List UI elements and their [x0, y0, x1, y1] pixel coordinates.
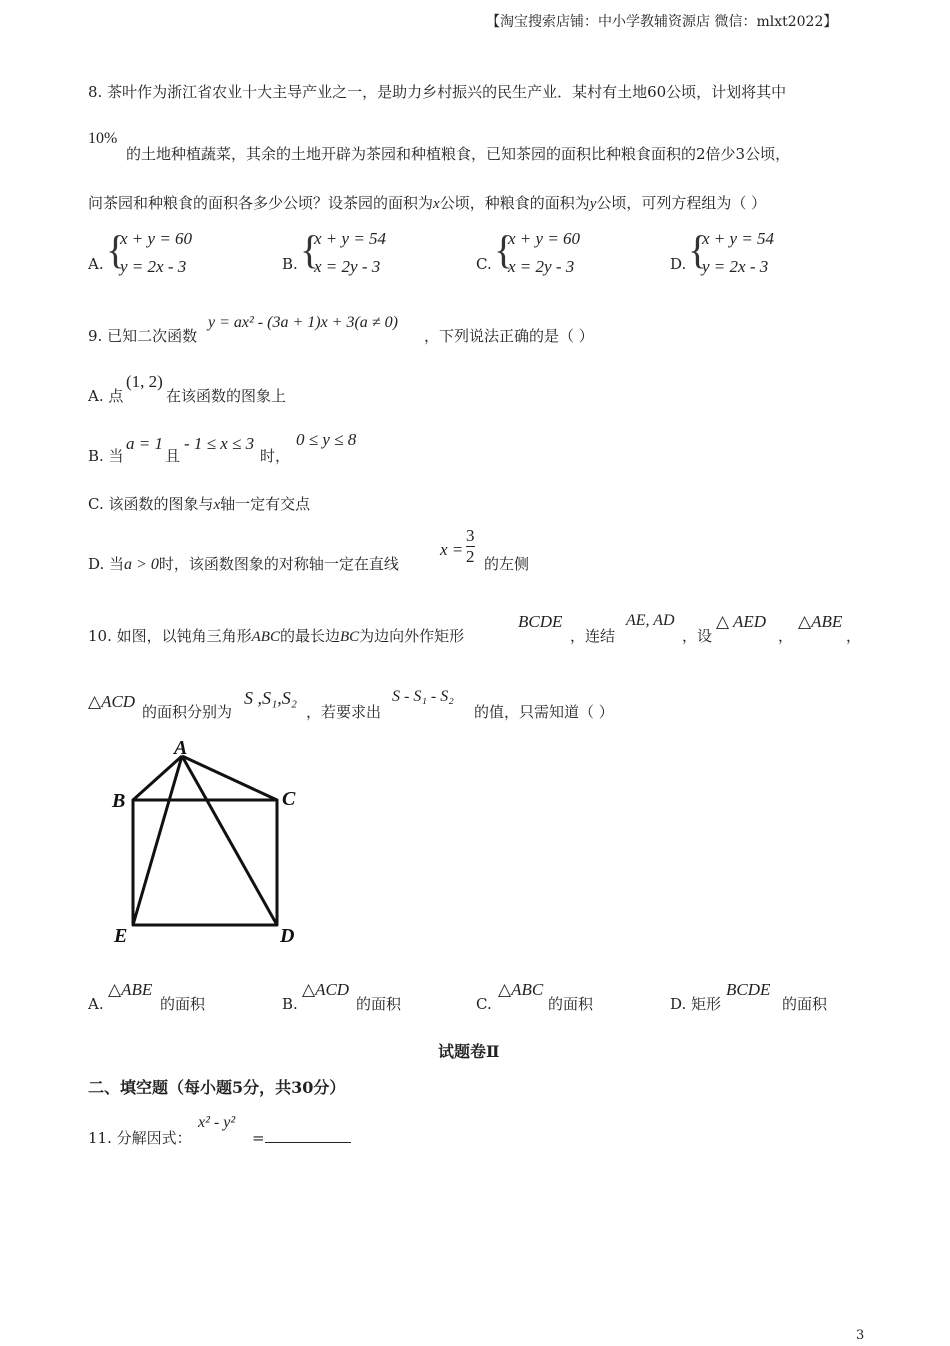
q8-line3: 问茶园和种粮食的面积各多少公顷？设茶园的面积为x公顷，种粮食的面积为y公顷，可列方程组为（ ）	[88, 194, 767, 212]
q9-option-b[interactable]: B. 当	[88, 447, 124, 465]
segment-ac	[182, 756, 277, 800]
segment-ae	[133, 756, 182, 925]
q8-line2: 的土地种植蔬菜，其余的土地开辟为茶园和种植粮食，已知茶园的面积比种粮食面积的2倍少3公顷，	[126, 145, 791, 163]
q10-figure	[100, 736, 320, 952]
q9-option-b-when: 时，	[260, 447, 291, 465]
segment-ad	[182, 756, 277, 925]
q9-option-c[interactable]: C. 该函数的图象与x轴一定有交点	[88, 495, 311, 513]
label-d: D	[280, 925, 295, 947]
q9-option-b-and: 且	[165, 447, 181, 465]
q10-comma1: ，	[778, 627, 794, 645]
q10-areas: 的面积分别为	[142, 703, 233, 721]
q11-expression: x² - y²	[198, 1114, 236, 1131]
q8-percent: 10%	[88, 130, 118, 147]
q10-line1: 10. 如图，以钝角三角形ABC的最长边BC为边向外作矩形	[88, 627, 465, 645]
q10-tri-acd: △ACD	[88, 692, 136, 711]
page-header: 【淘宝搜索店铺：中小学教辅资源店 微信：mlxt2022】	[486, 14, 838, 30]
q9-formula: y = ax² - (3a + 1)x + 3(a ≠ 0)	[208, 314, 398, 331]
q11-stem: 11. 分解因式：	[88, 1129, 192, 1147]
q10-option-c[interactable]: C. △ABC 的面积	[476, 980, 594, 1013]
q9-option-d-fraction: $\frac{3}{2}$	[466, 526, 475, 566]
q8-line1: 8. 茶叶作为浙江省农业十大主导产业之一，是助力乡村振兴的民生产业．某村有土地60公顷，计划将其中	[88, 83, 787, 101]
q10-option-a[interactable]: A. △ABE 的面积	[88, 980, 206, 1013]
q10-find: ，若要求出	[306, 703, 382, 721]
q9-stem-a: 9. 已知二次函数	[88, 327, 198, 345]
q11-answer-blank[interactable]	[265, 1128, 351, 1143]
q10-ae-ad: AE, AD	[626, 612, 675, 629]
label-a: A	[174, 737, 188, 759]
q10-option-d[interactable]: D. 矩形 BCDE 的面积	[670, 980, 828, 1013]
q9-option-d[interactable]: D. 当a > 0时，该函数图象的对称轴一定在直线	[88, 555, 399, 573]
q9-option-b-range: 0 ≤ y ≤ 8	[296, 430, 357, 449]
label-b: B	[112, 790, 126, 812]
q9-option-b-cond2: - 1 ≤ x ≤ 3	[184, 434, 255, 453]
q10-connect: ，连结	[570, 627, 616, 645]
q10-tri-abe: △ABE	[798, 612, 843, 631]
q10-bcde: BCDE	[518, 612, 563, 631]
q9-option-d-x: x =	[440, 540, 464, 559]
q10-let: ，设	[682, 627, 713, 645]
q9-stem-b: ，下列说法正确的是（ ）	[424, 327, 594, 345]
q9-option-a-point: (1, 2)	[126, 372, 163, 391]
label-c: C	[282, 788, 296, 810]
label-e: E	[114, 925, 128, 947]
q10-s-values: S ,S₁,S₂	[244, 688, 298, 708]
q9-option-a-text: 在该函数的图象上	[166, 387, 287, 405]
q11-answer[interactable]: =	[252, 1128, 351, 1148]
q10-option-b[interactable]: B. △ACD 的面积	[282, 980, 402, 1013]
page-number: 3	[856, 1328, 865, 1343]
section-title: 试题卷Ⅱ	[438, 1042, 500, 1061]
q9-option-a[interactable]: A. 点	[88, 387, 124, 405]
q9-option-b-cond1: a = 1	[126, 434, 163, 453]
q10-comma2: ，	[846, 627, 862, 645]
q10-expression: S - S₁ - S₂	[392, 688, 454, 705]
q10-tri-aed: △ AED	[716, 612, 767, 631]
rectangle-bcde	[133, 800, 277, 925]
q9-option-d-tail: 的左侧	[484, 555, 530, 573]
q10-tail: 的值，只需知道（ ）	[474, 703, 614, 721]
section-part2: 二、填空题（每小题5分，共30分）	[88, 1078, 346, 1097]
